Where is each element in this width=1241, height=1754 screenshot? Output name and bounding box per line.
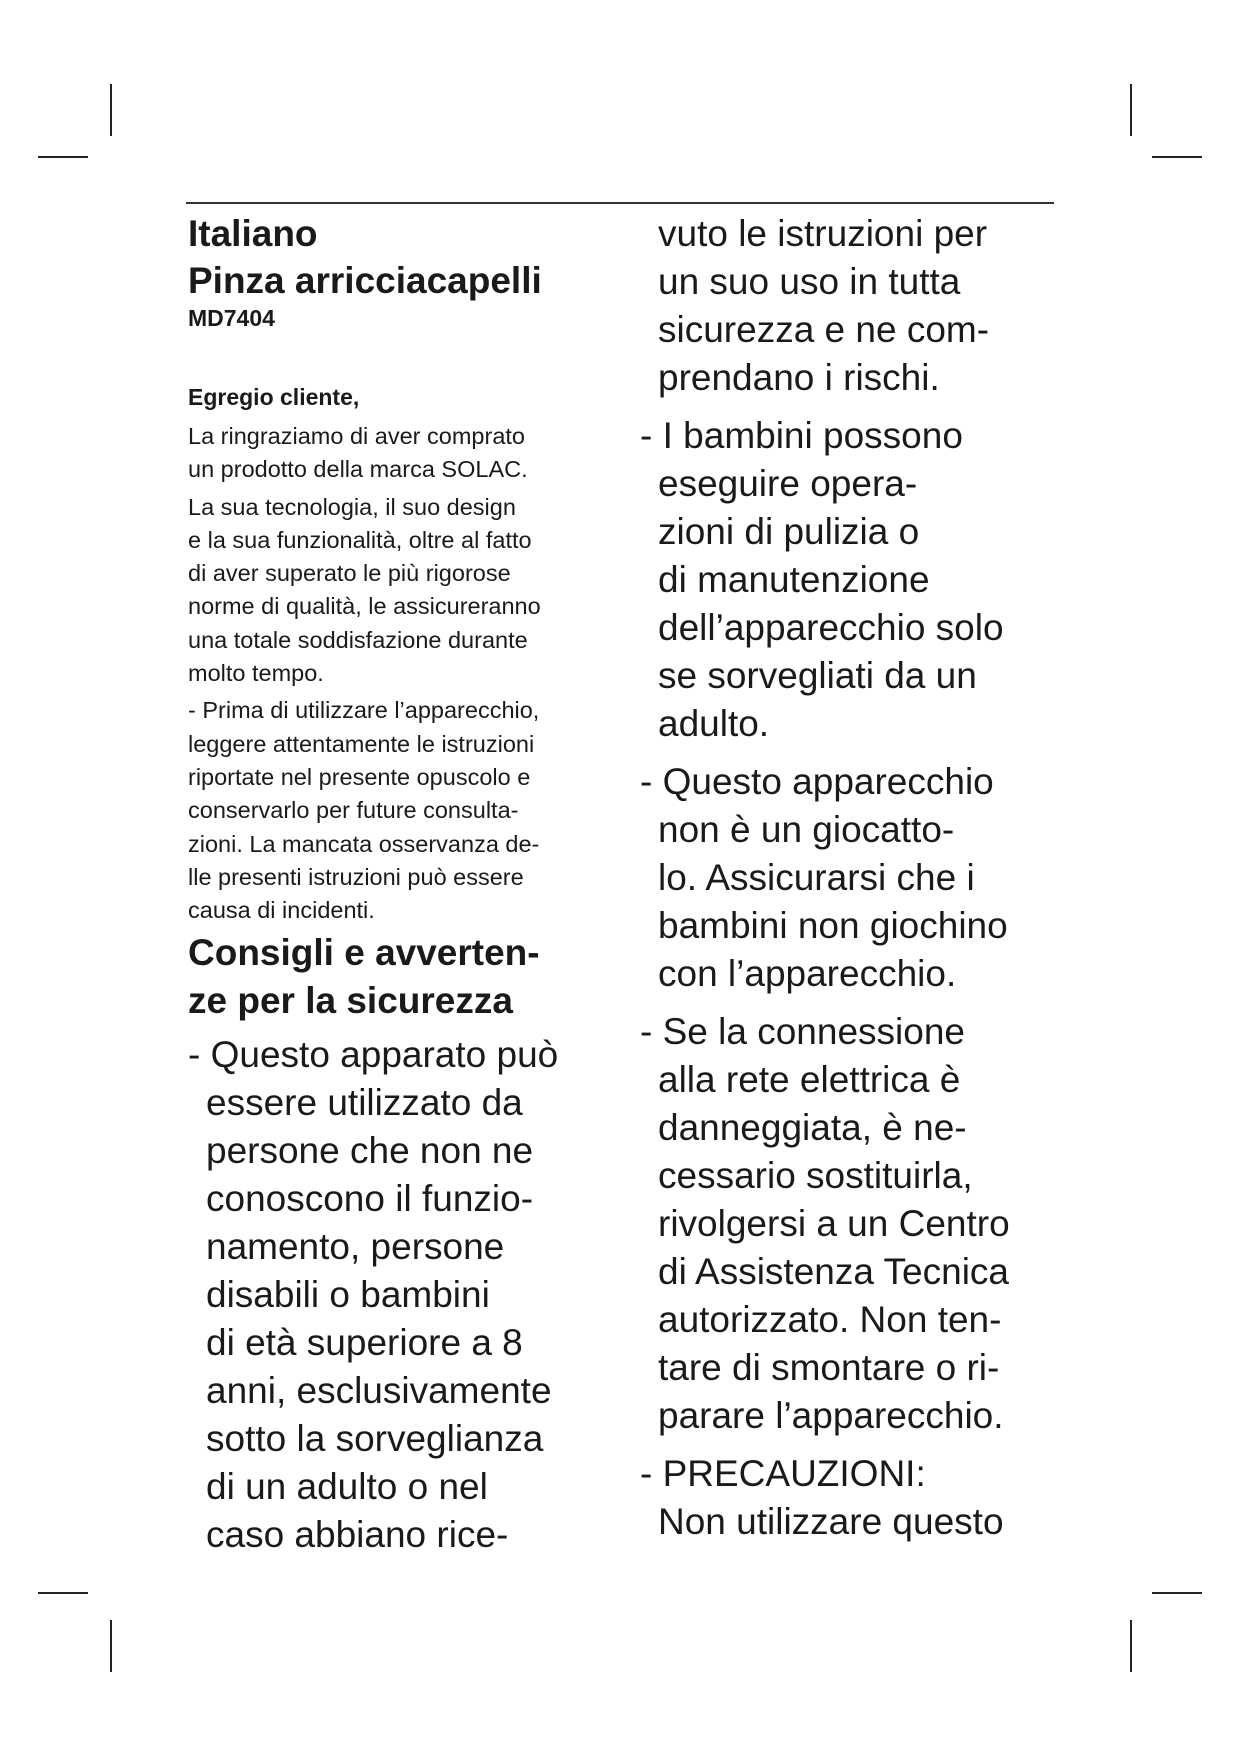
text-line: causa di incidenti. — [188, 897, 375, 924]
text-line: zioni. La mancata osservanza de- — [188, 830, 540, 857]
text-line: La ringraziamo di aver comprato — [188, 423, 525, 449]
language-title: Italiano — [188, 213, 318, 254]
safety-item-1 — [188, 1031, 608, 1559]
intro-paragraph-3 — [188, 694, 608, 927]
text-line: alla rete elettrica è — [658, 1059, 961, 1100]
product-name: Pinza arricciacapelli — [188, 260, 542, 301]
text-line: non è un giocatto- — [658, 809, 955, 850]
text-line: conservarlo per future consulta- — [188, 797, 519, 824]
text-line: e la sua funzionalità, oltre al fatto — [188, 526, 532, 553]
header-rule — [186, 202, 1054, 204]
text-line: riportate nel presente opuscolo e — [188, 763, 531, 790]
safety-item-4 — [640, 1008, 1060, 1440]
text-line: vuto le istruzioni per — [658, 213, 988, 254]
text-line: namento, persone — [206, 1226, 505, 1268]
safety-item-1-continued — [640, 210, 1060, 402]
model-number: MD7404 — [188, 305, 275, 331]
text-line: adulto. — [658, 703, 770, 744]
safety-item-3 — [640, 758, 1060, 998]
right-column — [640, 210, 1060, 1546]
intro-paragraph-2 — [188, 491, 608, 691]
text-line: - Se la connessione — [640, 1011, 965, 1052]
crop-mark-bottom-left-vertical — [110, 1620, 112, 1672]
text-line: - Prima di utilizzare l’apparecchio, — [188, 697, 540, 724]
text-line: - PRECAUZIONI: — [640, 1453, 926, 1494]
text-line: di Assistenza Tecnica — [658, 1251, 1010, 1292]
text-line: se sorvegliati da un — [658, 655, 977, 696]
crop-mark-bottom-left-horizontal — [38, 1592, 88, 1594]
text-line: di un adulto o nel — [206, 1466, 488, 1508]
heading-line: Consigli e avverten- — [188, 932, 540, 974]
text-line: sotto la sorveglianza — [206, 1418, 544, 1460]
intro-paragraph-1 — [188, 420, 608, 487]
safety-heading — [188, 929, 608, 1025]
text-line: zioni di pulizia o — [658, 511, 920, 552]
text-line: lle presenti istruzioni può essere — [188, 863, 524, 890]
text-line: un suo uso in tutta — [658, 261, 961, 302]
greeting: Egregio cliente, — [188, 384, 360, 410]
text-line: di età superiore a 8 — [206, 1322, 523, 1364]
text-line: danneggiata, è ne- — [658, 1107, 967, 1148]
text-line: - Questo apparecchio — [640, 761, 994, 802]
text-line: conoscono il funzio- — [206, 1178, 534, 1220]
text-line: sicurezza e ne com- — [658, 309, 990, 350]
text-line: caso abbiano rice- — [206, 1514, 509, 1556]
safety-item-2 — [640, 412, 1060, 748]
safety-item-5 — [640, 1450, 1060, 1546]
text-line: Non utilizzare questo — [658, 1501, 1004, 1542]
text-line: persone che non ne — [206, 1130, 534, 1172]
crop-mark-top-left-vertical — [110, 84, 112, 136]
heading-line: ze per la sicurezza — [188, 980, 513, 1022]
text-line: norme di qualità, le assicureranno — [188, 593, 541, 620]
crop-mark-top-left-horizontal — [38, 156, 88, 158]
text-line: prendano i rischi. — [658, 357, 940, 398]
text-line: disabili o bambini — [206, 1274, 490, 1316]
text-line: molto tempo. — [188, 660, 324, 687]
text-line: anni, esclusivamente — [206, 1370, 552, 1412]
text-line: autorizzato. Non ten- — [658, 1299, 1002, 1340]
text-line: un prodotto della marca SOLAC. — [188, 456, 528, 483]
text-line: una totale soddisfazione durante — [188, 626, 528, 653]
text-line: leggere attentamente le istruzioni — [188, 730, 535, 757]
crop-mark-top-right-horizontal — [1152, 156, 1202, 158]
text-line: di aver superato le più rigorose — [188, 560, 511, 587]
text-line: - I bambini possono — [640, 415, 963, 456]
text-line: cessario sostituirla, — [658, 1155, 973, 1196]
text-line: dell’apparecchio solo — [658, 607, 1004, 648]
crop-mark-bottom-right-horizontal — [1152, 1592, 1202, 1594]
crop-mark-bottom-right-vertical — [1130, 1620, 1132, 1672]
text-line: rivolgersi a un Centro — [658, 1203, 1010, 1244]
text-line: con l’apparecchio. — [658, 953, 957, 994]
text-line: - Questo apparato può — [188, 1034, 559, 1076]
text-line: lo. Assicurarsi che i — [658, 857, 975, 898]
text-line: bambini non giochino — [658, 905, 1008, 946]
text-line: parare l’apparecchio. — [658, 1395, 1004, 1436]
text-line: La sua tecnologia, il suo design — [188, 493, 516, 520]
text-line: eseguire opera- — [658, 463, 918, 504]
text-line: di manutenzione — [658, 559, 930, 600]
left-column — [188, 210, 608, 1559]
crop-mark-top-right-vertical — [1130, 84, 1132, 136]
text-line: tare di smontare o ri- — [658, 1347, 1000, 1388]
text-line: essere utilizzato da — [206, 1082, 523, 1124]
